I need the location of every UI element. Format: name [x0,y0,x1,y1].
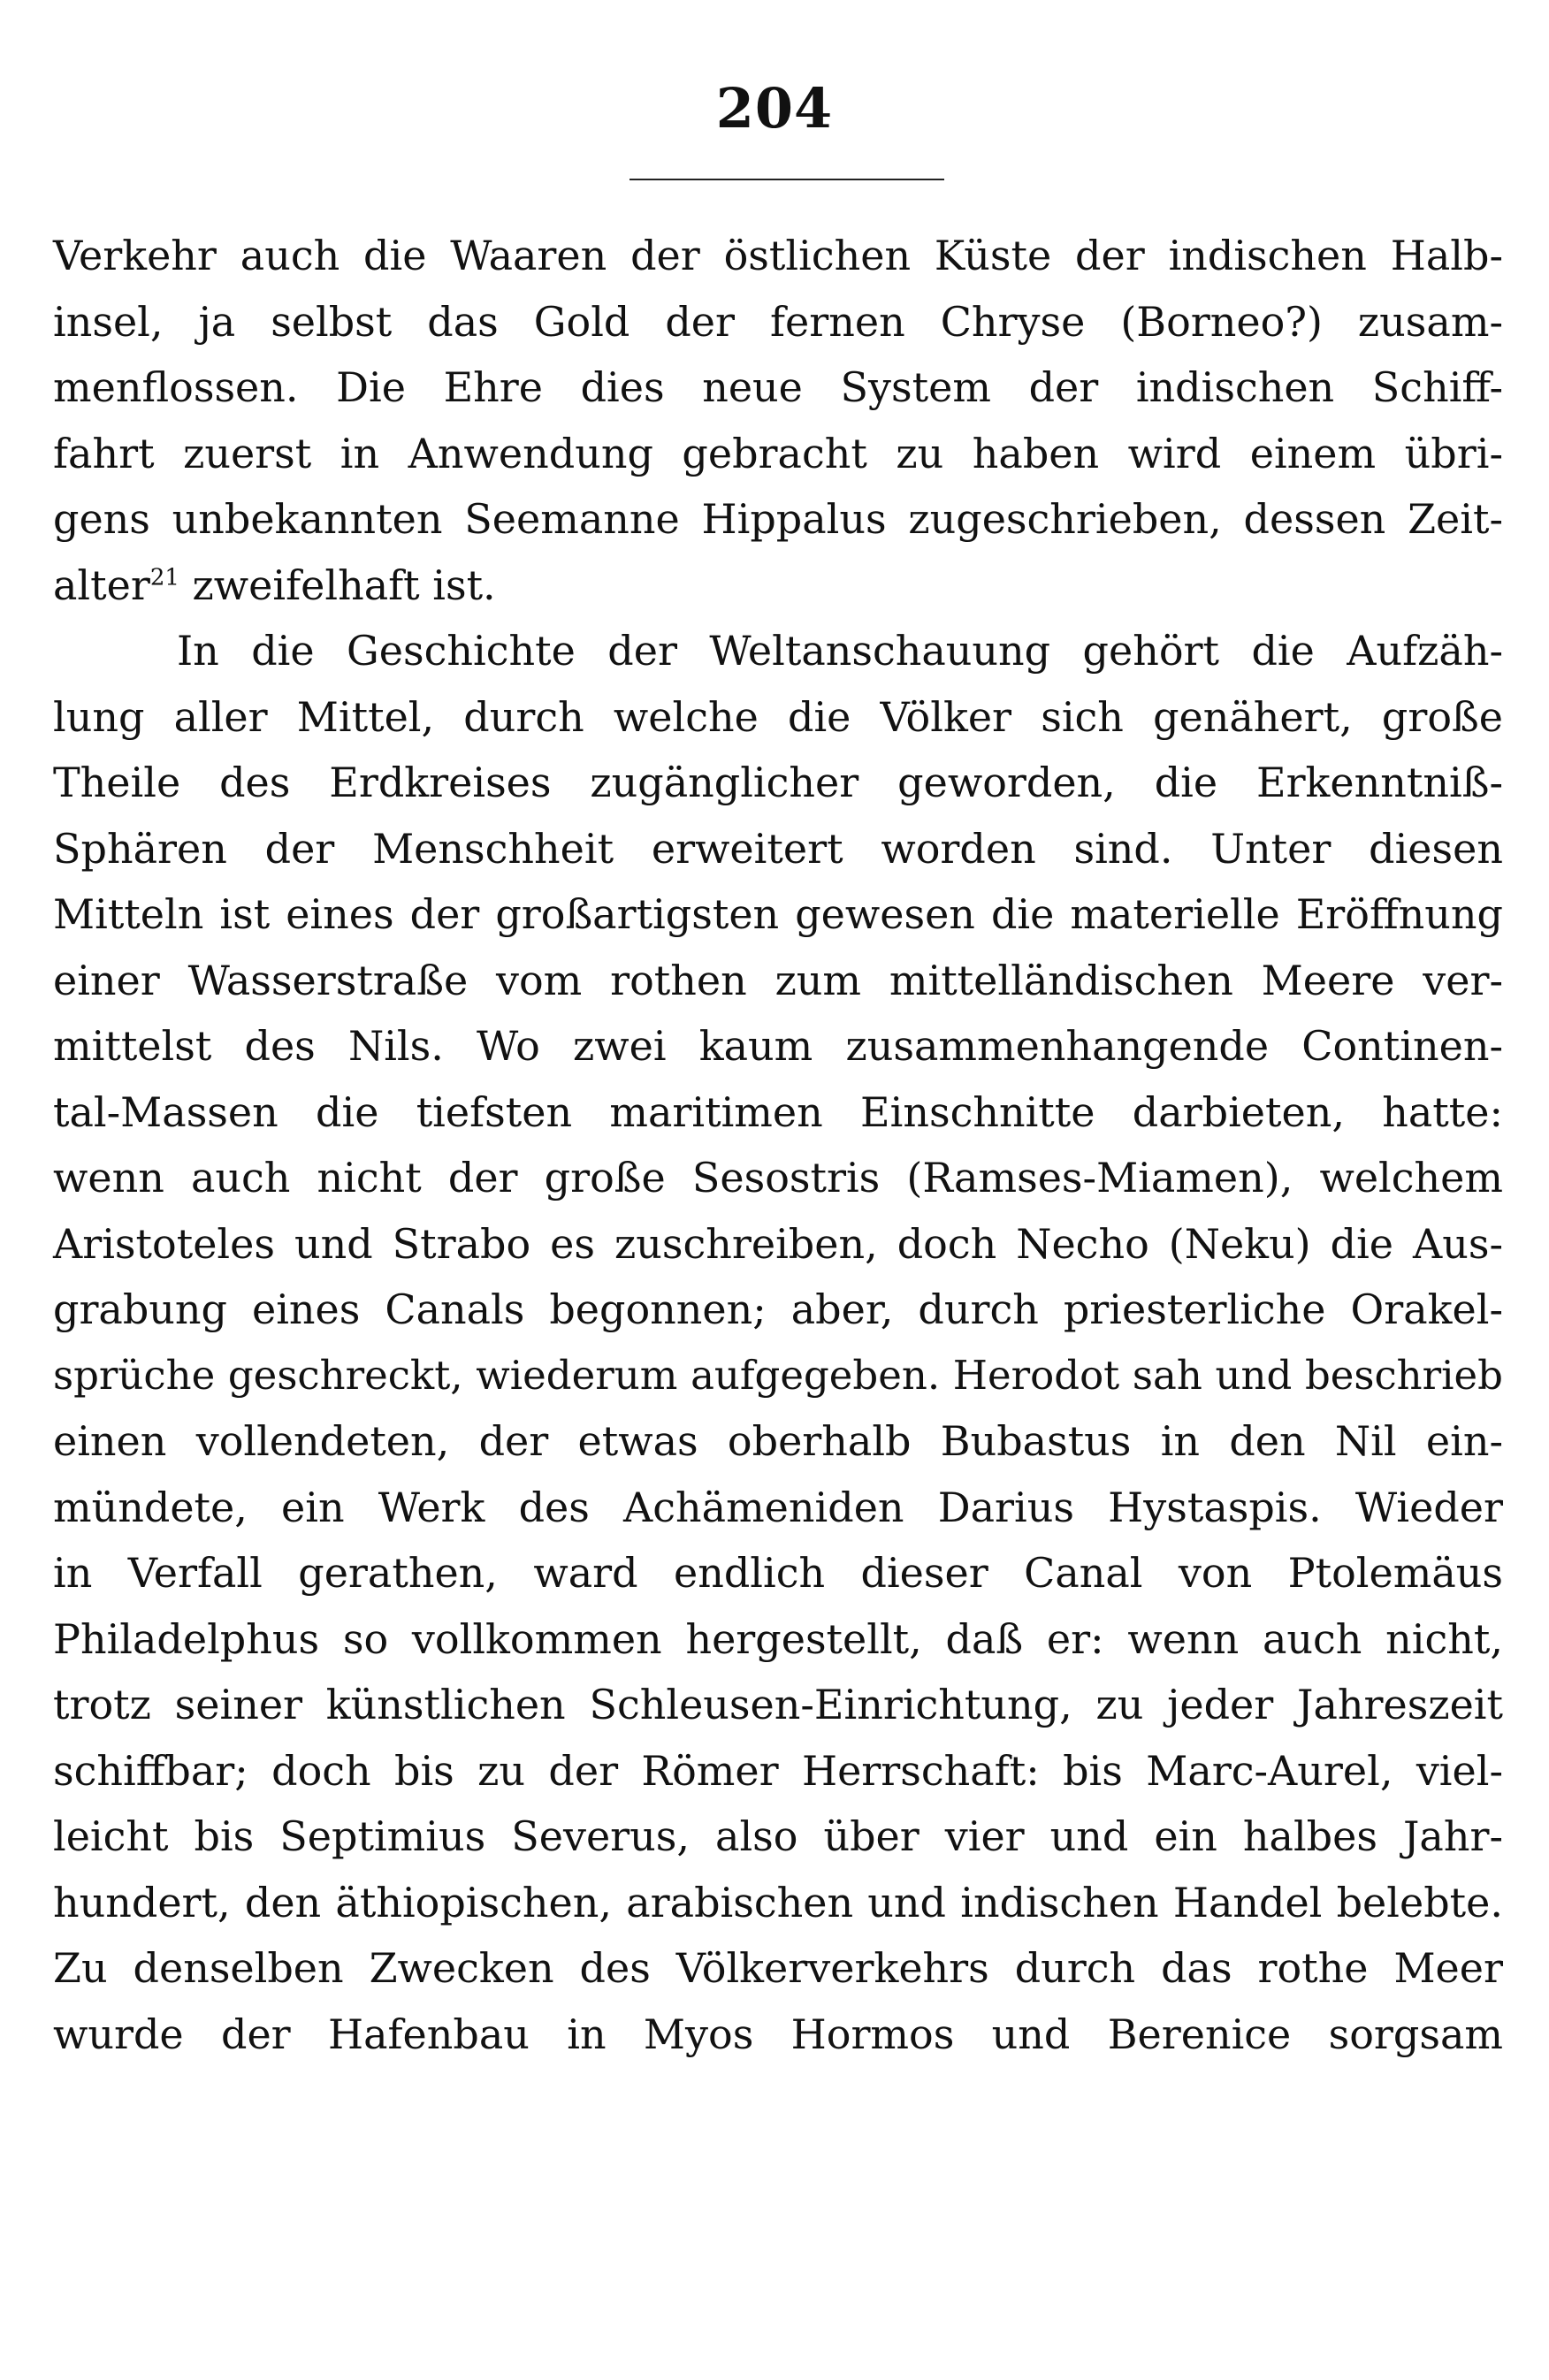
text-line: mittelst des Nils. Wo zwei kaum zusammenhangende Continen- [53,1022,1503,1070]
text-line: in Verfall gerathen, ward endlich dieser Canal von Ptolemäus [53,1549,1503,1597]
text-line: schiffbar; doch bis zu der Römer Herrschaft: bis Marc-Aurel, viel- [53,1746,1503,1795]
text-line: menflossen. Die Ehre dies neue System der indischen Schiff- [53,363,1503,411]
text-line: Theile des Erdkreises zugänglicher geworden, die Erkenntniß- [53,759,1503,806]
text-line: insel, ja selbst das Gold der fernen Chryse (Borneo?) zusam- [53,297,1503,346]
text-line: fahrt zuerst in Anwendung gebracht zu haben wird einem übri- [53,429,1503,477]
paragraph-1 [53,223,1503,618]
text-line: mündete, ein Werk des Achämeniden Darius Hystaspis. Wieder [53,1483,1503,1531]
footnote-reference[interactable]: 21 [149,564,179,591]
text-line-with-footnote [53,553,1503,619]
text-line: Philadelphus so vollkommen hergestellt, daß er: wenn auch nicht, [53,1614,1503,1663]
text-fragment: alter [53,561,150,609]
text-line: sprüche geschreckt, wiederum aufgegeben. Herodot sah und beschrieb [53,1351,1503,1399]
header-rule [630,179,944,180]
text-line: Sphären der Menschheit erweitert worden sind. Unter diesen [53,824,1503,873]
text-line: wurde der Hafenbau in Myos Hormos und Berenice sorgsam [53,2010,1503,2058]
text-line: hundert, den äthiopischen, arabischen und indischen Handel belebte. [53,1878,1503,1926]
text-line: lung aller Mittel, durch welche die Völker sich genähert, große [53,692,1503,741]
text-line: einen vollendeten, der etwas oberhalb Bubastus in den Nil ein- [53,1417,1503,1465]
text-line: gens unbekannten Seemanne Hippalus zugeschrieben, dessen Zeit- [53,495,1503,543]
text-fragment: zweifelhaft ist. [179,561,496,609]
text-line: In die Geschichte der Weltanschauung gehört die Aufzäh- [177,627,1503,675]
text-line: wenn auch nicht der große Sesostris (Ramses-Miamen), welchem [53,1154,1503,1201]
text-line: einer Wasserstraße vom rothen zum mittelländischen Meere ver- [53,956,1503,1004]
paragraph-2 [53,618,1503,2067]
text-line: Zu denselben Zwecken des Völkerverkehrs durch das rothe Meer [53,1944,1503,1992]
text-line: trotz seiner künstlichen Schleusen-Einrichtung, zu jeder Jahreszeit [53,1681,1503,1728]
text-line: grabung eines Canals begonnen; aber, durch priesterliche Orakel- [53,1285,1503,1333]
text-block [53,223,1503,2067]
page-number: 204 [715,76,834,141]
text-line: Aristoteles und Strabo es zuschreiben, doch Necho (Neku) die Aus- [53,1219,1503,1268]
text-line: leicht bis Septimius Severus, also über vier und ein halbes Jahr- [53,1812,1503,1860]
text-line: Mitteln ist eines der großartigsten gewesen die materielle Eröffnung [53,890,1503,938]
text-line: Verkehr auch die Waaren der östlichen Küste der indischen Halb- [53,232,1503,279]
text-line: tal-Massen die tiefsten maritimen Einschnitte darbieten, hatte: [53,1087,1503,1136]
